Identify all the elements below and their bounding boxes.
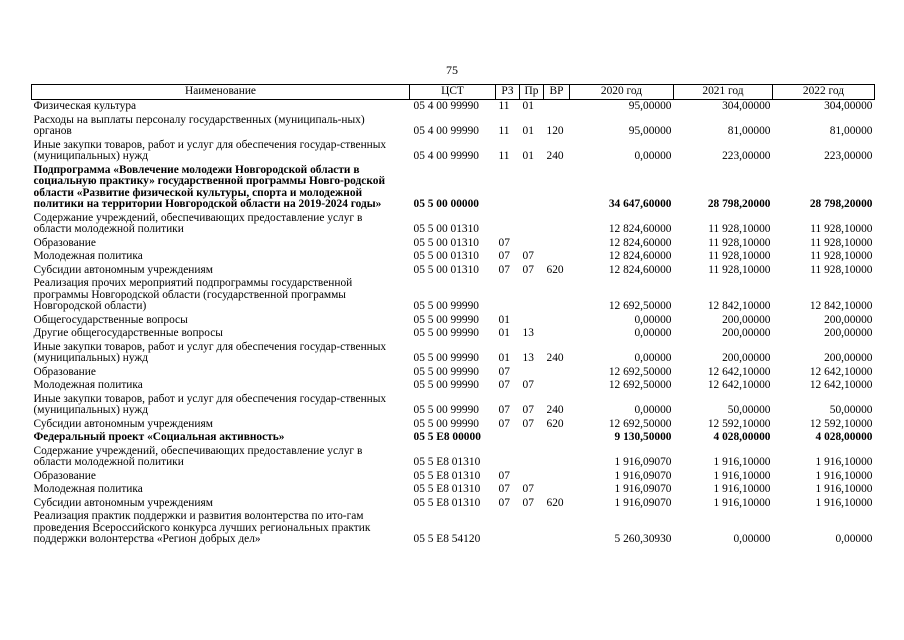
header-2021: 2021 год <box>674 85 773 100</box>
budget-table <box>31 84 875 547</box>
cell-y2020: 0,00000 <box>634 150 672 162</box>
cell-rz: 07 <box>498 469 510 482</box>
cell-name: Реализация прочих мероприятий подпрограммы государственной программы Новгородской области (государственной программы Новгородской области) <box>33 277 353 312</box>
cell-cst: 05 5 00 99990 <box>413 365 479 378</box>
cell-y2021: 11 928,10000 <box>708 223 771 235</box>
cell-y2020: 0,00000 <box>634 352 672 364</box>
cell-rz: 11 <box>498 150 510 162</box>
cell-y2021: 12 642,10000 <box>707 365 771 378</box>
cell-y2021: 81,00000 <box>727 125 771 137</box>
table-row <box>32 445 875 470</box>
cell-pr <box>520 237 544 251</box>
cell-y2021: 12 842,10000 <box>707 300 771 312</box>
cell-y2020: 12 824,60000 <box>608 236 672 249</box>
cell-rz: 07 <box>498 250 510 262</box>
cell-vr: 620 <box>546 263 564 276</box>
cell-rz <box>496 277 520 314</box>
cell-pr: 07 <box>522 417 534 430</box>
table-row <box>32 341 875 366</box>
cell-name: Общегосударственные вопросы <box>33 313 188 326</box>
cell-y2020: 95,00000 <box>628 125 672 137</box>
cell-y2020: 34 647,60000 <box>608 198 672 210</box>
cell-pr <box>520 164 544 212</box>
table-row <box>32 470 875 484</box>
cell-pr: 13 <box>522 352 534 364</box>
cell-rz: 07 <box>498 236 510 249</box>
cell-cst: 05 5 E8 01310 <box>413 483 481 495</box>
cell-y2022: 11 928,10000 <box>810 236 873 249</box>
cell-cst: 05 5 00 01310 <box>413 250 479 262</box>
cell-vr: 240 <box>546 404 564 416</box>
table-row <box>32 418 875 432</box>
cell-y2022: 12 642,10000 <box>809 365 873 378</box>
cell-y2020: 0,00000 <box>634 313 672 326</box>
cell-y2020: 12 824,60000 <box>608 263 672 276</box>
cell-pr <box>520 445 544 470</box>
cell-y2022: 200,00000 <box>824 352 873 364</box>
table-row <box>32 250 875 264</box>
cell-y2022: 11 928,10000 <box>810 223 873 235</box>
table-row <box>32 366 875 380</box>
cell-vr <box>544 164 570 212</box>
cell-y2022: 1 916,10000 <box>815 469 873 482</box>
cell-pr: 13 <box>522 327 534 339</box>
cell-y2021: 223,00000 <box>722 150 771 162</box>
cell-y2021: 304,00000 <box>722 100 771 112</box>
header-vr: ВР <box>544 85 570 100</box>
cell-name: Физическая культура <box>33 100 137 112</box>
cell-vr <box>544 212 570 237</box>
cell-cst: 05 5 00 99990 <box>413 379 479 391</box>
table-row <box>32 264 875 278</box>
table-row <box>32 114 875 139</box>
cell-rz: 11 <box>498 125 510 137</box>
table-row <box>32 237 875 251</box>
cell-y2020: 12 692,50000 <box>608 300 672 312</box>
cell-y2020: 12 692,50000 <box>608 365 672 378</box>
cell-vr <box>544 431 570 445</box>
table-row <box>32 327 875 341</box>
cell-y2022: 1 916,10000 <box>815 483 873 495</box>
cell-rz <box>496 445 520 470</box>
cell-y2021: 12 642,10000 <box>707 379 771 391</box>
cell-y2020: 1 916,09070 <box>614 469 672 482</box>
cell-vr: 240 <box>546 352 564 364</box>
cell-vr <box>544 277 570 314</box>
cell-y2020: 0,00000 <box>634 404 672 416</box>
cell-y2021: 1 916,10000 <box>713 469 771 482</box>
cell-y2021: 11 928,10000 <box>708 263 771 276</box>
cell-cst: 05 4 00 99990 <box>413 150 479 162</box>
cell-y2022: 200,00000 <box>824 313 873 326</box>
cell-y2021: 200,00000 <box>722 352 771 364</box>
cell-y2021: 11 928,10000 <box>708 236 771 249</box>
cell-y2022: 12 642,10000 <box>809 379 873 391</box>
cell-rz <box>496 212 520 237</box>
cell-pr: 07 <box>522 250 534 262</box>
cell-cst: 05 5 00 99990 <box>413 313 479 326</box>
cell-vr <box>544 445 570 470</box>
table-row <box>32 277 875 314</box>
cell-y2022: 11 928,10000 <box>810 250 873 262</box>
cell-pr: 07 <box>522 379 534 391</box>
cell-y2021: 28 798,20000 <box>707 198 771 210</box>
cell-vr <box>544 100 570 114</box>
table-row <box>32 497 875 511</box>
cell-pr: 07 <box>522 483 534 495</box>
cell-y2020: 12 692,50000 <box>608 379 672 391</box>
cell-y2020: 95,00000 <box>628 100 672 112</box>
cell-y2021: 1 916,10000 <box>713 456 771 468</box>
cell-cst: 05 5 00 01310 <box>413 236 479 249</box>
cell-pr <box>520 277 544 314</box>
cell-pr <box>520 212 544 237</box>
cell-rz: 01 <box>498 313 510 326</box>
table-row <box>32 100 875 114</box>
cell-name: Другие общегосударственные вопросы <box>33 327 223 339</box>
table-row <box>32 510 875 547</box>
cell-y2022: 0,00000 <box>835 533 873 545</box>
cell-y2021: 1 916,10000 <box>713 483 771 495</box>
header-name: Наименование <box>32 85 410 100</box>
cell-cst: 05 5 00 01310 <box>413 263 479 276</box>
cell-vr <box>544 366 570 380</box>
cell-cst: 05 5 E8 01310 <box>413 456 481 468</box>
cell-rz: 07 <box>498 263 510 276</box>
cell-y2020: 1 916,09070 <box>614 456 672 468</box>
header-cst: ЦСТ <box>410 85 496 100</box>
cell-pr: 07 <box>522 263 534 276</box>
cell-rz <box>496 510 520 547</box>
cell-cst: 05 5 E8 01310 <box>413 469 481 482</box>
cell-name: Реализация практик поддержки и развития волонтерства по ито-гам проведения Всероссийского конкурса лучших региональных практик поддержки волонтерства «Регион добрых дел» <box>33 510 371 545</box>
cell-y2022: 304,00000 <box>824 100 873 112</box>
cell-rz: 07 <box>498 379 510 391</box>
table-row <box>32 212 875 237</box>
cell-vr <box>544 327 570 341</box>
header-rz: РЗ <box>496 85 520 100</box>
cell-y2022: 12 592,10000 <box>809 417 873 430</box>
cell-vr <box>544 379 570 393</box>
cell-cst: 05 4 00 99990 <box>413 100 479 112</box>
cell-y2022: 11 928,10000 <box>810 263 873 276</box>
cell-y2020: 0,00000 <box>634 327 672 339</box>
cell-vr: 620 <box>546 496 564 509</box>
cell-name: Образование <box>33 236 96 249</box>
cell-name: Федеральный проект «Социальная активность» <box>33 431 285 443</box>
table-row <box>32 314 875 328</box>
cell-y2022: 1 916,10000 <box>815 456 873 468</box>
table-row <box>32 139 875 164</box>
cell-cst: 05 5 00 99990 <box>413 417 479 430</box>
cell-rz: 11 <box>498 100 510 112</box>
cell-pr: 01 <box>522 100 534 112</box>
cell-y2022: 4 028,00000 <box>815 431 873 443</box>
cell-name: Молодежная политика <box>33 379 143 391</box>
cell-vr <box>544 250 570 264</box>
table-row <box>32 164 875 212</box>
cell-name: Подпрограмма «Вовлечение молодежи Новгородской области в социальную практику» государственной программы Новго-родской области «Развитие физической культуры, спорта и молодежной политики на территории Новгородской области на 2019-2024 годы» <box>33 163 386 210</box>
cell-pr <box>520 510 544 547</box>
table-header-row <box>32 85 875 100</box>
cell-name: Образование <box>33 365 96 378</box>
cell-y2021: 0,00000 <box>733 533 771 545</box>
cell-y2022: 200,00000 <box>824 327 873 339</box>
cell-rz: 01 <box>498 352 510 364</box>
cell-vr: 240 <box>546 150 564 162</box>
cell-y2022: 50,00000 <box>829 404 873 416</box>
header-2022: 2022 год <box>773 85 875 100</box>
cell-y2021: 200,00000 <box>722 313 771 326</box>
cell-name: Субсидии автономным учреждениям <box>33 417 213 430</box>
table-row <box>32 393 875 418</box>
cell-y2022: 81,00000 <box>829 125 873 137</box>
cell-cst: 05 5 00 99990 <box>413 327 479 339</box>
page-number: 75 <box>446 63 458 77</box>
cell-y2021: 200,00000 <box>722 327 771 339</box>
cell-y2021: 12 592,10000 <box>707 417 771 430</box>
cell-name: Иные закупки товаров, работ и услуг для обеспечения государ-ственных (муниципальных) нужд <box>33 392 387 416</box>
cell-y2022: 223,00000 <box>824 150 873 162</box>
cell-cst: 05 5 00 99990 <box>413 352 479 364</box>
cell-cst: 05 5 00 01310 <box>413 223 479 235</box>
cell-rz: 07 <box>498 417 510 430</box>
cell-rz: 07 <box>498 483 510 495</box>
cell-y2020: 9 130,50000 <box>614 431 672 443</box>
cell-name: Субсидии автономным учреждениям <box>33 263 213 276</box>
table-row <box>32 431 875 445</box>
cell-name: Содержание учреждений, обеспечивающих предоставление услуг в области молодежной политики <box>33 211 363 235</box>
cell-pr <box>520 470 544 484</box>
cell-y2022: 1 916,10000 <box>815 496 873 509</box>
cell-vr <box>544 314 570 328</box>
cell-name: Иные закупки товаров, работ и услуг для обеспечения государ-ственных (муниципальных) нужд <box>33 340 387 364</box>
cell-y2020: 5 260,30930 <box>614 533 672 545</box>
cell-vr <box>544 237 570 251</box>
cell-rz: 07 <box>498 496 510 509</box>
cell-rz <box>496 431 520 445</box>
cell-name: Субсидии автономным учреждениям <box>33 496 213 509</box>
cell-vr <box>544 483 570 497</box>
header-2020: 2020 год <box>570 85 674 100</box>
cell-vr <box>544 470 570 484</box>
cell-y2020: 1 916,09070 <box>614 483 672 495</box>
cell-y2020: 12 692,50000 <box>608 417 672 430</box>
cell-pr: 01 <box>522 150 534 162</box>
cell-vr <box>544 510 570 547</box>
cell-cst: 05 5 E8 01310 <box>413 496 481 509</box>
cell-y2020: 12 824,60000 <box>608 223 672 235</box>
cell-y2020: 12 824,60000 <box>608 250 672 262</box>
cell-name: Расходы на выплаты персоналу государственных (муниципаль-ных) органов <box>33 113 365 137</box>
table-row <box>32 483 875 497</box>
table-row <box>32 379 875 393</box>
cell-pr: 07 <box>522 496 534 509</box>
cell-y2021: 4 028,00000 <box>713 431 771 443</box>
cell-pr: 07 <box>522 404 534 416</box>
cell-y2020: 1 916,09070 <box>614 496 672 509</box>
cell-vr: 120 <box>546 125 564 137</box>
table-body <box>32 100 875 547</box>
cell-name: Молодежная политика <box>33 483 143 495</box>
cell-cst: 05 5 00 99990 <box>413 300 479 312</box>
cell-pr <box>520 431 544 445</box>
cell-cst: 05 5 00 00000 <box>413 198 479 210</box>
cell-cst: 05 5 00 99990 <box>413 404 479 416</box>
cell-cst: 05 5 E8 54120 <box>413 533 481 545</box>
cell-cst: 05 4 00 99990 <box>413 125 479 137</box>
cell-pr <box>520 314 544 328</box>
cell-y2021: 1 916,10000 <box>713 496 771 509</box>
cell-name: Содержание учреждений, обеспечивающих предоставление услуг в области молодежной политики <box>33 444 363 468</box>
cell-rz: 07 <box>498 365 510 378</box>
cell-pr <box>520 366 544 380</box>
cell-y2022: 28 798,20000 <box>809 198 873 210</box>
cell-y2022: 12 842,10000 <box>809 300 873 312</box>
cell-y2021: 50,00000 <box>727 404 771 416</box>
cell-name: Молодежная политика <box>33 250 143 262</box>
cell-rz: 07 <box>498 404 510 416</box>
cell-pr: 01 <box>522 125 534 137</box>
cell-rz <box>496 164 520 212</box>
cell-vr: 620 <box>546 417 564 430</box>
cell-cst: 05 5 E8 00000 <box>413 431 481 443</box>
cell-name: Образование <box>33 469 96 482</box>
cell-rz: 01 <box>498 327 510 339</box>
cell-name: Иные закупки товаров, работ и услуг для обеспечения государ-ственных (муниципальных) нужд <box>33 138 387 162</box>
header-pr: Пр <box>520 85 544 100</box>
cell-y2021: 11 928,10000 <box>708 250 771 262</box>
